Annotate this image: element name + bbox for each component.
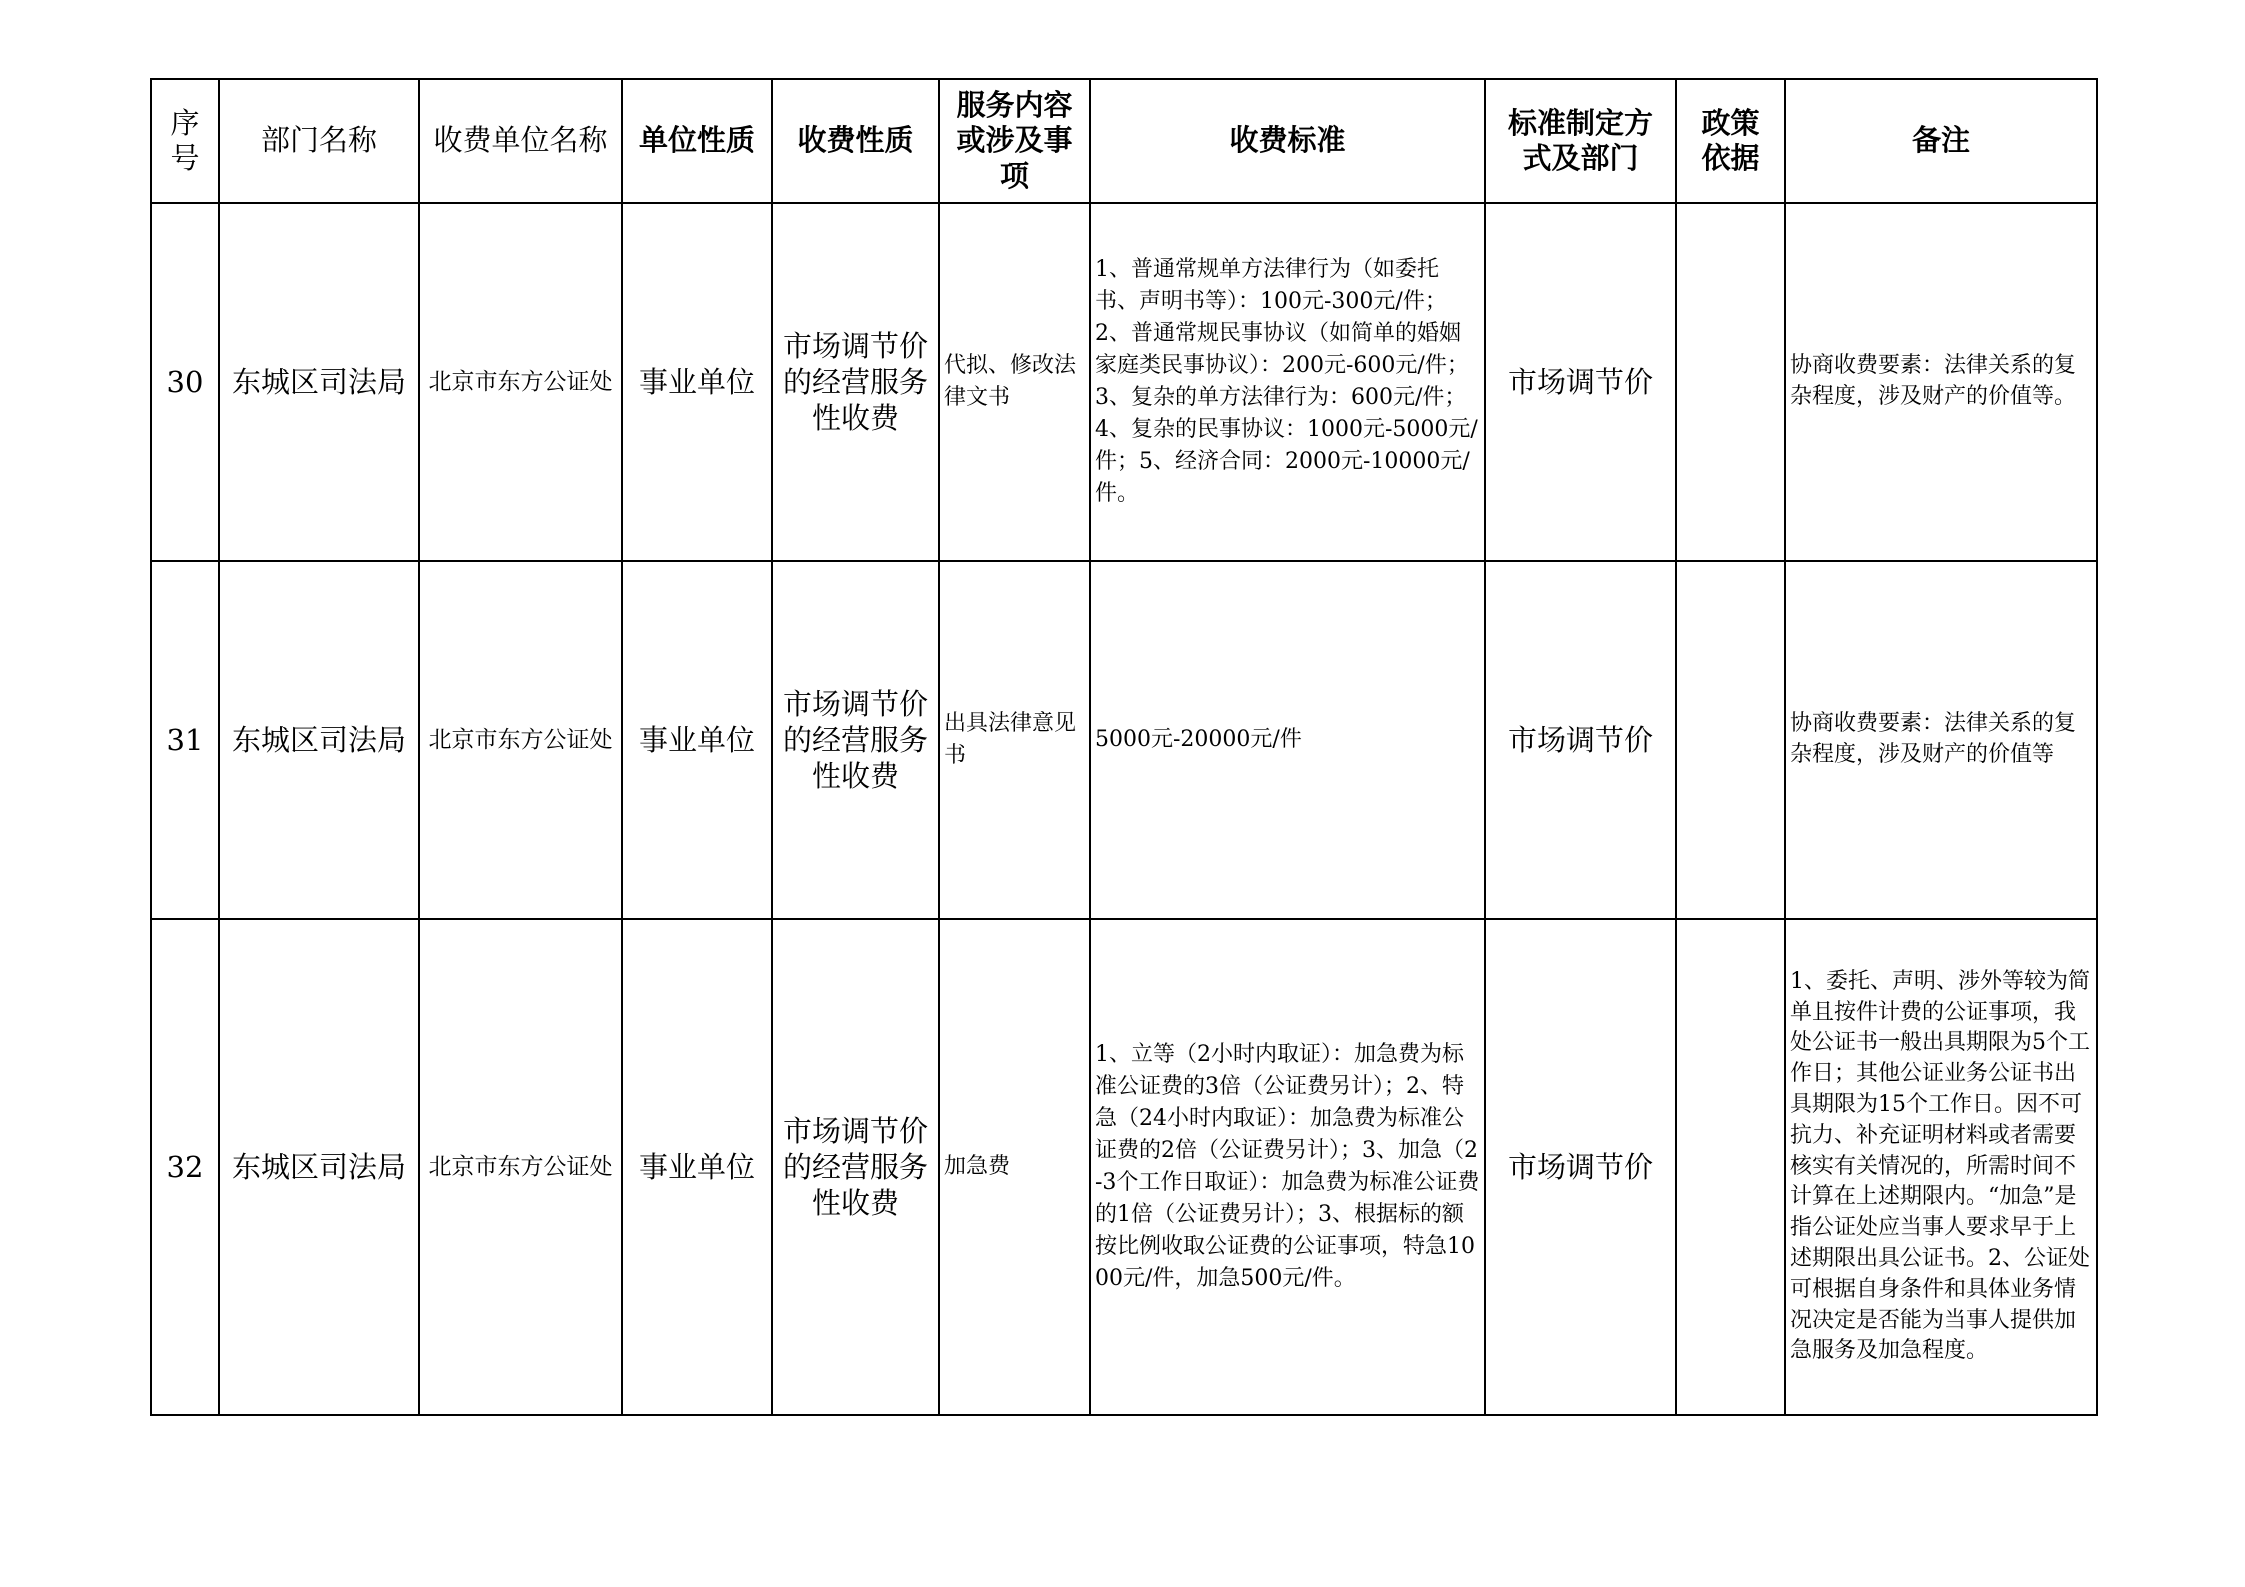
table-row: [151, 919, 2097, 1415]
header-row: [151, 79, 2097, 203]
cell-seq: 31: [151, 561, 219, 919]
cell-fee-nature: 市场调节价的经营服务性收费: [772, 203, 939, 561]
cell-unit-nature: 事业单位: [622, 203, 772, 561]
cell-service: 代拟、修改法律文书: [939, 203, 1090, 561]
cell-notes: 协商收费要素：法律关系的复杂程度，涉及财产的价值等。: [1785, 203, 2097, 561]
header-fee-nature: 收费性质: [772, 79, 939, 203]
cell-dept: 东城区司法局: [219, 561, 419, 919]
cell-standard: 5000元-20000元/件: [1090, 561, 1485, 919]
cell-notes: 协商收费要素：法律关系的复杂程度，涉及财产的价值等: [1785, 561, 2097, 919]
cell-seq: 32: [151, 919, 219, 1415]
header-unit-nature: 单位性质: [622, 79, 772, 203]
header-seq: 序号: [151, 79, 219, 203]
cell-unit-nature: 事业单位: [622, 561, 772, 919]
cell-standard: 1、立等（2小时内取证）：加急费为标准公证费的3倍（公证费另计）；2、特急（24小时内取证）：加急费为标准公证费的2倍（公证费另计）；3、加急（2-3个工作日取证）：加急费为标准公证费的1倍（公证费另计）；3、根据标的额按比例收取公证费的公证事项，特急1000元/件，加急500元/件。: [1090, 919, 1485, 1415]
cell-service: 加急费: [939, 919, 1090, 1415]
cell-method: 市场调节价: [1485, 561, 1676, 919]
header-unit-name: 收费单位名称: [419, 79, 622, 203]
cell-dept: 东城区司法局: [219, 919, 419, 1415]
header-policy: 政策依据: [1676, 79, 1785, 203]
cell-notes: 1、委托、声明、涉外等较为简单且按件计费的公证事项，我处公证书一般出具期限为5个工作日；其他公证业务公证书出具期限为15个工作日。因不可抗力、补充证明材料或者需要核实有关情况的，所需时间不计算在上述期限内。“加急”是指公证处应当事人要求早于上述期限出具公证书。2、公证处可根据自身条件和具体业务情况决定是否能为当事人提供加急服务及加急程度。: [1785, 919, 2097, 1415]
cell-policy: [1676, 919, 1785, 1415]
cell-unit-name: 北京市东方公证处: [419, 919, 622, 1415]
fee-table: [150, 78, 2098, 1416]
cell-fee-nature: 市场调节价的经营服务性收费: [772, 919, 939, 1415]
table-row: [151, 561, 2097, 919]
cell-dept: 东城区司法局: [219, 203, 419, 561]
cell-standard: 1、普通常规单方法律行为（如委托书、声明书等）：100元-300元/件；2、普通常规民事协议（如简单的婚姻家庭类民事协议）：200元-600元/件；3、复杂的单方法律行为：600元/件；4、复杂的民事协议：1000元-5000元/件；5、经济合同：2000元-10000元/件。: [1090, 203, 1485, 561]
cell-seq: 30: [151, 203, 219, 561]
header-dept: 部门名称: [219, 79, 419, 203]
header-standard: 收费标准: [1090, 79, 1485, 203]
cell-unit-nature: 事业单位: [622, 919, 772, 1415]
cell-policy: [1676, 561, 1785, 919]
table-row: [151, 203, 2097, 561]
cell-unit-name: 北京市东方公证处: [419, 203, 622, 561]
cell-method: 市场调节价: [1485, 919, 1676, 1415]
cell-policy: [1676, 203, 1785, 561]
header-notes: 备注: [1785, 79, 2097, 203]
header-method: 标准制定方式及部门: [1485, 79, 1676, 203]
cell-method: 市场调节价: [1485, 203, 1676, 561]
cell-service: 出具法律意见书: [939, 561, 1090, 919]
header-service: 服务内容或涉及事项: [939, 79, 1090, 203]
cell-fee-nature: 市场调节价的经营服务性收费: [772, 561, 939, 919]
cell-unit-name: 北京市东方公证处: [419, 561, 622, 919]
